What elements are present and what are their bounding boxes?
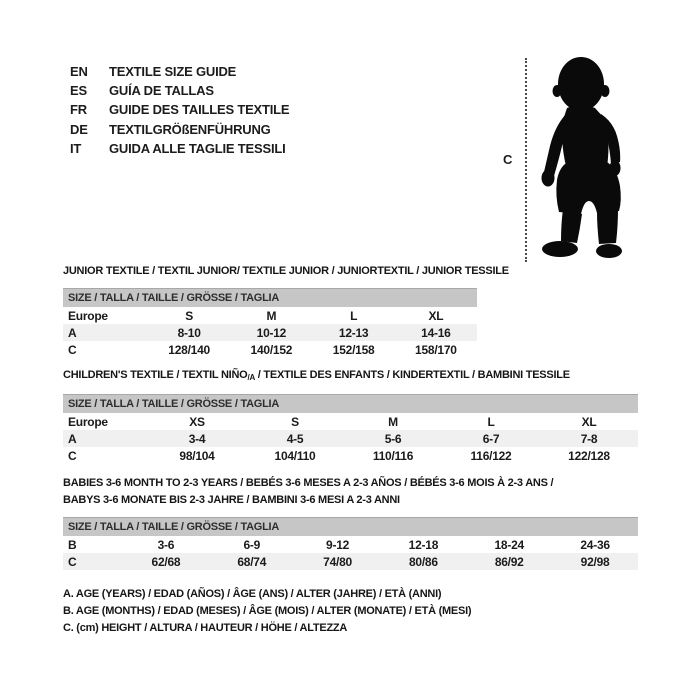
size-cell: 3-6 <box>157 537 175 552</box>
size-cell: 18-24 <box>494 537 524 552</box>
size-cell: 7-8 <box>580 431 598 446</box>
baby-silhouette-icon <box>537 54 664 264</box>
size-cell: 92/98 <box>580 554 610 569</box>
size-cell: 10-12 <box>256 325 287 340</box>
size-cell: 74/80 <box>323 554 352 569</box>
language-row <box>70 120 289 139</box>
legend-line-b: B. AGE (MONTHS) / EDAD (MESES) / ÂGE (MOIS) / ALTER (MONATE) / ETÀ (MESI) <box>63 605 472 617</box>
size-cell: 6-9 <box>243 537 261 552</box>
size-cell: 5-6 <box>384 431 402 446</box>
section-title-children <box>63 369 570 382</box>
size-cell: M <box>266 308 277 323</box>
size-cell: 14-16 <box>421 325 451 340</box>
table-row <box>63 553 638 570</box>
size-cell: 98/104 <box>179 448 215 463</box>
table-row <box>63 413 638 430</box>
section-title-babies <box>63 475 553 509</box>
size-cell: XS <box>189 414 205 429</box>
junior-size-table <box>63 288 477 358</box>
language-row <box>70 139 289 158</box>
title-text: / TEXTILE DES ENFANTS / KINDERTEXTIL / BAMBINI TESSILE <box>254 369 570 381</box>
title-subscript: /A <box>247 373 255 382</box>
size-cell: 9-12 <box>326 537 350 552</box>
language-label: TEXTILGRÖßENFÜHRUNG <box>109 121 271 137</box>
row-label: Europe <box>68 414 108 429</box>
size-cell: 152/158 <box>332 342 375 357</box>
size-cell: 104/110 <box>274 448 316 463</box>
size-cell: 6-7 <box>482 431 500 446</box>
size-cell: 122/128 <box>568 448 610 463</box>
size-cell: S <box>185 308 193 323</box>
table-row <box>63 536 638 553</box>
table-row <box>63 447 638 464</box>
size-cell: 128/140 <box>168 342 210 357</box>
size-cell: 3-4 <box>188 431 206 446</box>
size-cell: 158/170 <box>415 342 457 357</box>
legend-line-c: C. (cm) HEIGHT / ALTURA / HAUTEUR / HÖHE / ALTEZZA <box>63 622 348 634</box>
table-row <box>63 341 477 358</box>
size-cell: 12-13 <box>338 325 369 340</box>
size-cell: 12-18 <box>408 537 439 552</box>
language-label: TEXTILE SIZE GUIDE <box>109 64 237 80</box>
size-header-band: SIZE / TALLA / TAILLE / GRÖSSE / TAGLIA <box>63 395 638 414</box>
language-code: DE <box>70 121 88 137</box>
language-label: GUIDA ALLE TAGLIE TESSILI <box>109 140 286 156</box>
legend <box>63 586 471 637</box>
row-label: A <box>68 431 77 446</box>
legend-line-a: A. AGE (YEARS) / EDAD (AÑOS) / ÂGE (ANS) / ALTER (JAHRE) / ETÀ (ANNI) <box>63 588 442 600</box>
language-code: FR <box>70 102 87 118</box>
height-measure-line <box>525 58 527 262</box>
size-header-band: SIZE / TALLA / TAILLE / GRÖSSE / TAGLIA <box>63 518 638 537</box>
size-cell: XL <box>581 414 597 429</box>
language-label: GUÍA DE TALLAS <box>109 83 214 99</box>
size-cell: 8-10 <box>177 325 201 340</box>
children-size-table <box>63 394 638 464</box>
language-code: EN <box>70 64 88 80</box>
size-cell: 62/68 <box>151 554 181 569</box>
babies-size-table <box>63 517 638 570</box>
size-cell: M <box>388 414 398 429</box>
size-cell: L <box>487 414 495 429</box>
language-list <box>70 62 289 158</box>
row-label: A <box>68 325 77 340</box>
table-row <box>63 430 638 447</box>
language-row <box>70 100 289 119</box>
row-label: C <box>68 448 77 463</box>
language-row <box>70 62 289 81</box>
size-cell: S <box>291 414 299 429</box>
size-cell: 140/152 <box>250 342 293 357</box>
language-row <box>70 81 289 100</box>
height-measure-label: C <box>503 152 513 167</box>
size-cell: 116/122 <box>470 448 512 463</box>
size-cell: XL <box>428 308 444 323</box>
title-line: BABYS 3-6 MONATE BIS 2-3 JAHRE / BAMBINI 3-6 MESI A 2-3 ANNI <box>63 494 400 506</box>
table-row <box>63 307 477 324</box>
language-label: GUIDE DES TAILLES TEXTILE <box>109 102 290 118</box>
row-label: C <box>68 554 77 569</box>
size-cell: L <box>350 308 358 323</box>
row-label: Europe <box>68 308 108 323</box>
language-code: ES <box>70 83 87 99</box>
row-label: B <box>68 537 77 552</box>
size-cell: 80/86 <box>409 554 438 569</box>
size-cell: 4-5 <box>286 431 304 446</box>
section-title-junior: JUNIOR TEXTILE / TEXTIL JUNIOR/ TEXTILE JUNIOR / JUNIORTEXTIL / JUNIOR TESSILE <box>63 265 509 277</box>
language-code: IT <box>70 140 82 156</box>
title-text: CHILDREN'S TEXTILE / TEXTIL NIÑO <box>63 369 248 381</box>
size-cell: 68/74 <box>237 554 267 569</box>
size-header-band: SIZE / TALLA / TAILLE / GRÖSSE / TAGLIA <box>63 289 477 308</box>
title-line: BABIES 3-6 MONTH TO 2-3 YEARS / BEBÉS 3-6 MESES A 2-3 AÑOS / BÉBÉS 3-6 MOIS À 2-3 ANS / <box>63 477 554 489</box>
size-cell: 24-36 <box>580 537 610 552</box>
table-row <box>63 324 477 341</box>
row-label: C <box>68 342 77 357</box>
size-cell: 110/116 <box>372 448 414 463</box>
size-cell: 86/92 <box>494 554 524 569</box>
